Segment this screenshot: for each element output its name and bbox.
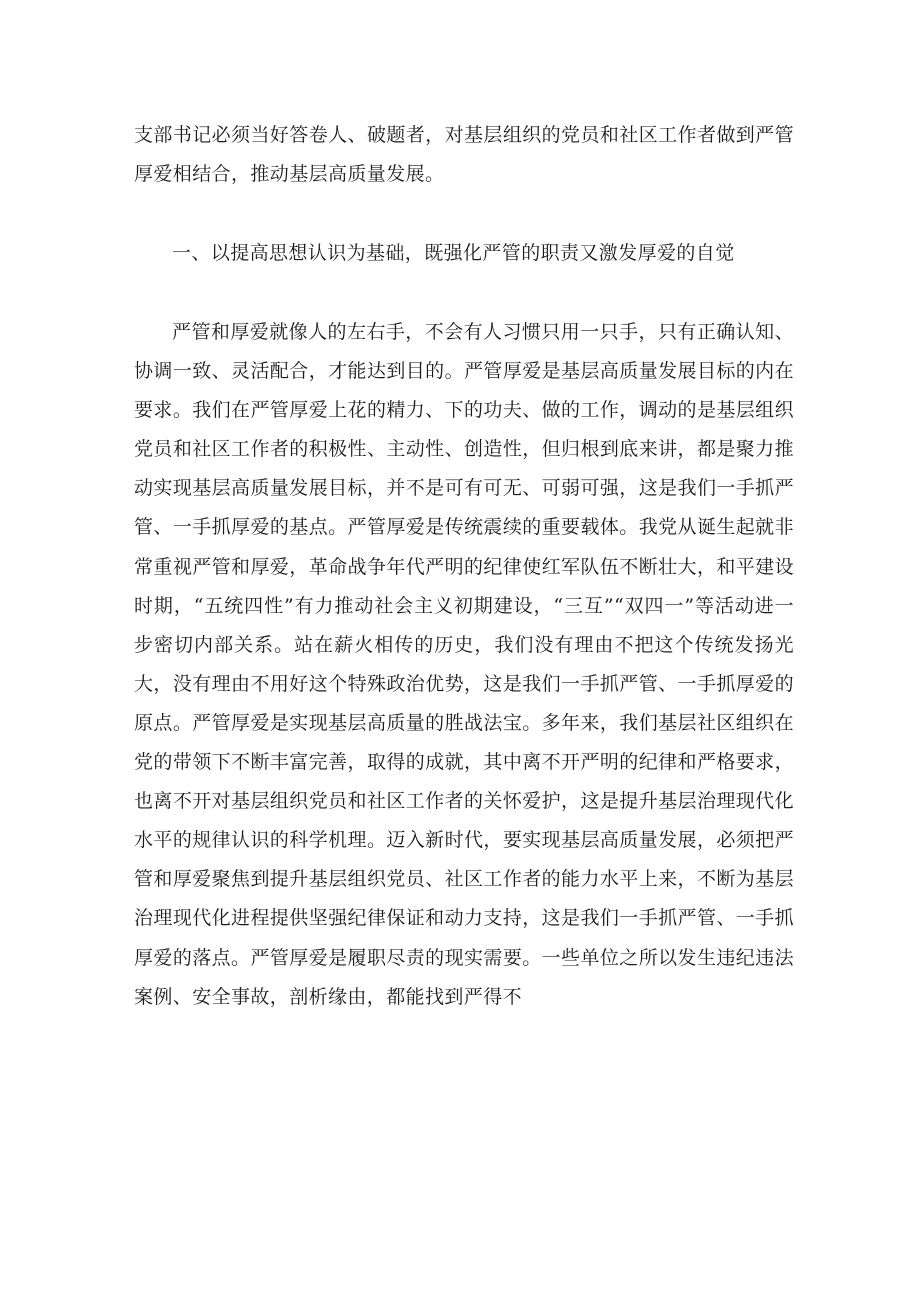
- intro-paragraph: [134, 116, 794, 194]
- body-paragraph-text: 严管和厚爱就像人的左右手，不会有人习惯只用一只手，只有正确认知、协调一致、灵活配合，才能达到目的。严管厚爱是基层高质量发展目标的内在要求。我们在严管厚爱上花的精力、下的功夫、做的工作，调动的是基层组织党员和社区工作者的积极性、主动性、创造性，但归根到底来讲，都是聚力推动实现基层高质量发展目标，并不是可有可无、可弱可强，这是我们一手抓严管、一手抓厚爱的基点。严管厚爱是传统震续的重要载体。我党从诞生起就非常重视严管和厚爱，革命战争年代严明的纪律使红军队伍不断壮大，和平建设时期，“五统四性”有力推动社会主义初期建设，“三互”“双四一”等活动进一步密切内部关系。站在薪火相传的历史，我们没有理由不把这个传统发扬光大，没有理由不用好这个特殊政治优势，这是我们一手抓严管、一手抓厚爱的原点。严管厚爱是实现基层高质量的胜战法宝。多年来，我们基层社区组织在党的带领下不断丰富完善，取得的成就，其中离不开严明的纪律和严格要求，也离不开对基层组织党员和社区工作者的关怀爱护，这是提升基层治理现代化水平的规律认识的科学机理。迈入新时代，要实现基层高质量发展，必须把严管和厚爱聚焦到提升基层组织党员、社区工作者的能力水平上来，不断为基层治理现代化进程提供坚强纪律保证和动力支持，这是我们一手抓严管、一手抓厚爱的落点。严管厚爱是履职尽责的现实需要。一些单位之所以发生违纪违法案例、安全事故，剖析缘由，都能找到严得不: [134, 321, 794, 1008]
- section-heading-text: 一、以提高思想认识为基础，既强化严管的职责又激发厚爱的自觉: [172, 242, 735, 264]
- section-heading: [134, 234, 794, 273]
- intro-paragraph-text: 支部书记必须当好答卷人、破题者，对基层组织的党员和社区工作者做到严管厚爱相结合，推动基层高质量发展。: [134, 124, 794, 186]
- body-paragraph: [134, 313, 794, 1017]
